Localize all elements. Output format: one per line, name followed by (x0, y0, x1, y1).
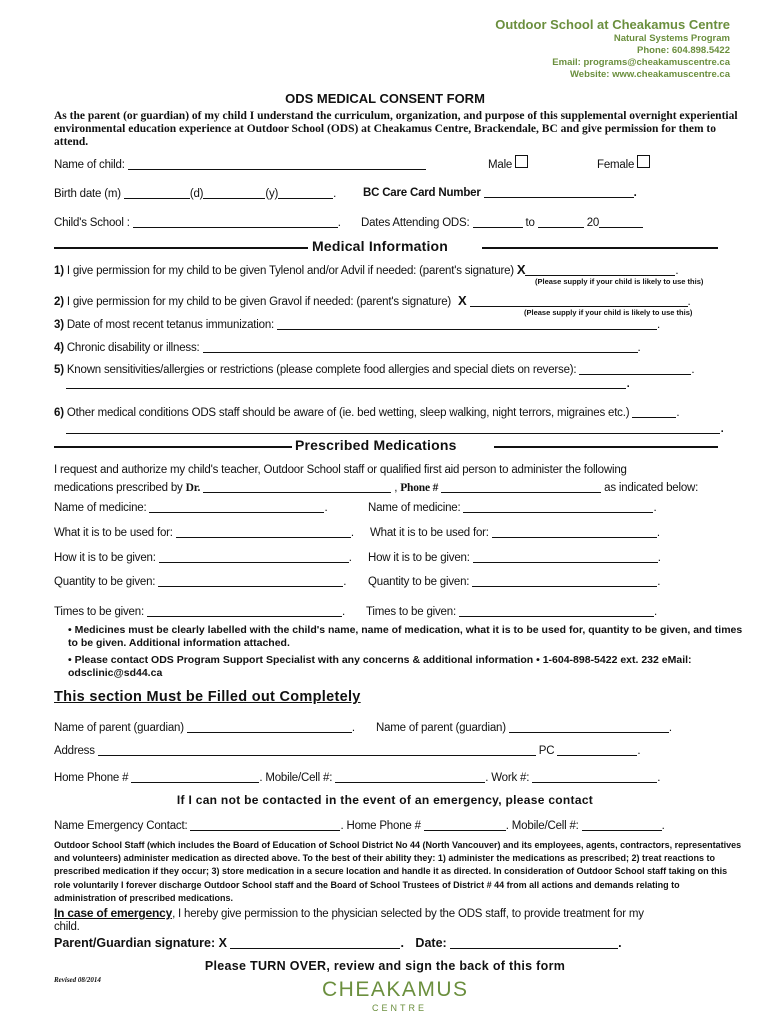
male-checkbox[interactable] (515, 155, 528, 168)
medicine2-how-row: How it is to be given: . (368, 552, 661, 564)
male-label: Male (488, 159, 513, 171)
parent1-row: Name of parent (guardian) . (54, 722, 355, 734)
date-field[interactable] (450, 936, 618, 949)
other-conditions-field[interactable] (632, 405, 676, 418)
school-field[interactable] (133, 215, 338, 228)
section-rule-right (494, 446, 718, 448)
emergency-home-field[interactable] (424, 818, 506, 831)
supply-note-2: (Please supply if your child is likely to use this) (524, 308, 693, 317)
org-email[interactable]: Email: programs@cheakamuscentre.ca (552, 57, 730, 68)
care-card-field[interactable] (484, 185, 634, 198)
other-conditions-field-line2[interactable]: . (66, 419, 724, 437)
prescription-request-line2: medications prescribed by Dr. , Phone # as indicated below: (54, 482, 699, 494)
turn-over-note: Please TURN OVER, review and sign the back of this form (204, 959, 566, 973)
male-option (488, 155, 528, 171)
medical-q1: 1) I give permission for my child to be given Tylenol and/or Advil if needed: (parent's signature) X . (54, 262, 679, 277)
cheakamus-logo-sub: CENTRE (372, 1003, 428, 1013)
form-title: ODS MEDICAL CONSENT FORM (285, 91, 485, 106)
mobile-phone-field[interactable] (335, 770, 485, 783)
prescription-request-line1: I request and authorize my child's teacher, Outdoor School staff or qualified first aid person to administer the following (54, 464, 627, 476)
birth-year-field[interactable] (278, 186, 333, 199)
work-phone-field[interactable] (532, 770, 657, 783)
doctor-phone-field[interactable] (441, 480, 601, 493)
parent2-name-field[interactable] (509, 720, 669, 733)
org-phone: Phone: 604.898.5422 (637, 45, 730, 56)
medical-q3: 3) Date of most recent tetanus immunization: . (54, 319, 661, 331)
postal-code-field[interactable] (557, 743, 637, 756)
dates-attending-row (361, 215, 643, 229)
supply-note-1: (Please supply if your child is likely to use this) (535, 277, 704, 286)
signature-field[interactable] (230, 936, 400, 949)
section2-heading: This section Must be Filled out Completely (54, 689, 361, 705)
medical-q6: 6) Other medical conditions ODS staff should be aware of (ie. bed wetting, sleep walking, night terrors, migraines etc.) . (54, 407, 680, 419)
program-name: Natural Systems Program (613, 33, 730, 44)
parent2-row: Name of parent (guardian) . (376, 722, 672, 734)
home-phone-field[interactable] (131, 770, 259, 783)
chronic-illness-field[interactable] (203, 340, 638, 353)
medicine1-use-row: What it is to be used for: . (54, 527, 354, 539)
medicine1-how-field[interactable] (159, 550, 349, 563)
emergency-name-field[interactable] (190, 818, 340, 831)
birth-label: Birth date (m) (54, 188, 121, 200)
care-card-label: BC Care Card Number (363, 187, 481, 199)
birth-year-label: (y) (265, 188, 279, 200)
dates-start-field[interactable] (473, 215, 523, 228)
org-name: Outdoor School at Cheakamus Centre (495, 17, 730, 32)
medicine1-times-field[interactable] (147, 604, 342, 617)
tetanus-date-field[interactable] (277, 317, 657, 330)
dates-to-label: to (525, 217, 535, 229)
birth-day-label: (d) (189, 188, 204, 200)
intro-paragraph: As the parent (or guardian) of my child I understand the curriculum, organization, and purpose of this supplemental overnight experiential environmental education experience at Outdoor School (ODS) at Cheakamus Centre, Brackendale, BC and give permission for them to attend. (54, 110, 738, 148)
address-row: Address PC . (54, 745, 641, 757)
medicine2-qty-field[interactable] (472, 574, 657, 587)
parent1-name-field[interactable] (187, 720, 352, 733)
female-label: Female (597, 159, 635, 171)
medicine1-qty-field[interactable] (158, 574, 343, 587)
birth-day-field[interactable] (203, 186, 265, 199)
dates-year-field[interactable] (599, 215, 643, 228)
medical-q4: 4) Chronic disability or illness: . (54, 342, 641, 354)
care-card-row: BC Care Card Number . (363, 187, 637, 199)
contact-note: • Please contact ODS Program Support Specialist with any concerns & additional information • 1-604-898-5422 ext. 232 eMail: odsclinic@sd44.ca (68, 654, 692, 679)
year-prefix: 20 (586, 217, 600, 229)
female-checkbox[interactable] (637, 155, 650, 168)
prescribed-heading: Prescribed Medications (295, 437, 457, 453)
medicine2-times-row: Times to be given: . (366, 606, 657, 618)
signature-row: Parent/Guardian signature: X . Date: . (54, 936, 622, 950)
medicine1-times-row: Times to be given: . (54, 606, 345, 618)
cheakamus-logo: CHEAKAMUS (322, 978, 469, 1001)
medicine1-qty-row: Quantity to be given: . (54, 576, 347, 588)
medicine2-name-row: Name of medicine: . (368, 502, 657, 514)
emergency-permission: In case of emergency, I hereby give permission to the physician selected by the ODS staff, to provide treatment for my (54, 906, 644, 920)
allergies-field-line2[interactable]: . (66, 374, 630, 392)
female-option (597, 155, 650, 171)
emergency-row: Name Emergency Contact: . Home Phone # . Mobile/Cell #: . (54, 820, 665, 832)
medicine2-times-field[interactable] (459, 604, 654, 617)
medical-q5: 5) Known sensitivities/allergies or restrictions (please complete food allergies and special diets on reverse): . (54, 364, 695, 376)
emergency-mobile-field[interactable] (582, 818, 662, 831)
phones-row: Home Phone # . Mobile/Cell #: . Work #: . (54, 772, 661, 784)
doctor-name-field[interactable] (203, 480, 391, 493)
child-word: child. (54, 921, 80, 933)
medicine1-use-field[interactable] (176, 525, 351, 538)
medicine1-name-field[interactable] (149, 500, 324, 513)
medicine2-name-field[interactable] (463, 500, 653, 513)
address-field[interactable] (98, 743, 536, 756)
emergency-heading: If I can not be contacted in the event of an emergency, please contact (176, 793, 594, 807)
org-website[interactable]: Website: www.cheakamuscentre.ca (570, 69, 730, 80)
medicine2-use-field[interactable] (492, 525, 657, 538)
tylenol-signature-field[interactable] (525, 263, 675, 276)
medicine2-how-field[interactable] (473, 550, 658, 563)
school-label: Child's School : (54, 217, 130, 229)
medicine-label-note: • Medicines must be clearly labelled with the child's name, name of medication, what it is to be used for, quantity to be given, and times to be given. Additional information attached. (68, 624, 743, 649)
medical-heading: Medical Information (312, 238, 449, 254)
section-rule-right (482, 247, 718, 249)
child-name-label: Name of child: (54, 159, 125, 171)
medicine2-use-row: What it is to be used for: . (370, 527, 660, 539)
discharge-paragraph: Outdoor School Staff (which includes the Board of Education of School District No 44 (North Vancouver) and its employees, agents, contractors, representatives and volunteers) administer medication as directed above. To the best of their ability they: 1) administer the medications as prescribed; 2) treat reactions to prescribed medication if they occur; 3) store medication in a secure location and handle it as directed. In consideration of Outdoor School staff taking on this role voluntarily I forever discharge Outdoor School staff and the Board of School Trustees of District # 44 from all actions and demands relating to administration of prescribed medications. (54, 840, 742, 903)
child-name-row (54, 157, 426, 171)
birth-date-row: Birth date (m) (d) (y) . (54, 188, 337, 200)
dates-end-field[interactable] (538, 215, 584, 228)
medicine1-name-row: Name of medicine: . (54, 502, 328, 514)
revised-date: Revised 08/2014 (54, 976, 101, 984)
school-row: Child's School : . (54, 217, 341, 229)
section-rule-left (54, 446, 292, 448)
section-rule-left (54, 247, 308, 249)
medicine1-how-row: How it is to be given: . (54, 552, 352, 564)
gravol-signature-field[interactable] (470, 294, 688, 307)
dates-label: Dates Attending ODS: (361, 217, 470, 229)
medicine2-qty-row: Quantity to be given: . (368, 576, 661, 588)
birth-month-field[interactable] (124, 186, 190, 199)
medical-q2: 2) I give permission for my child to be given Gravol if needed: (parent's signature) X . (54, 293, 691, 308)
child-name-field[interactable] (128, 157, 426, 170)
